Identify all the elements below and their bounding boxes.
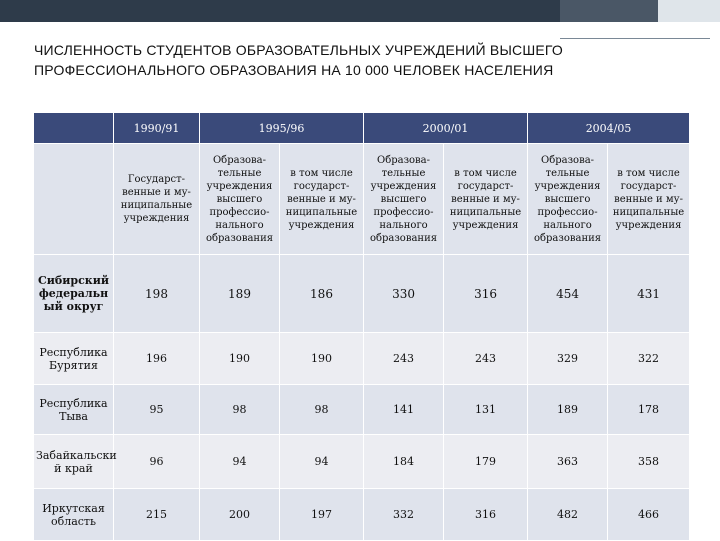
- region-cell: Республика Бурятия: [34, 333, 114, 385]
- region-cell: Сибирский федеральн ый округ: [34, 255, 114, 333]
- subheader: Образова-тельные учреждения высшего профессио-нального образования: [364, 144, 444, 255]
- value-cell: 322: [608, 333, 690, 385]
- value-cell: 94: [200, 435, 280, 489]
- header-corner: [34, 113, 114, 144]
- value-cell: 96: [114, 435, 200, 489]
- subheader: Государст-венные и му-ниципальные учреждения: [114, 144, 200, 255]
- value-cell: 330: [364, 255, 444, 333]
- year-header: 1990/91: [114, 113, 200, 144]
- subheader: Образова-тельные учреждения высшего профессио-нального образования: [200, 144, 280, 255]
- top-bar-accent: [560, 0, 658, 22]
- table-row: [34, 385, 690, 435]
- value-cell: 243: [444, 333, 528, 385]
- subheader-corner: [34, 144, 114, 255]
- value-cell: 190: [280, 333, 364, 385]
- value-cell: 179: [444, 435, 528, 489]
- value-cell: 189: [200, 255, 280, 333]
- year-header-row: [34, 113, 690, 144]
- value-cell: 215: [114, 489, 200, 541]
- value-cell: 243: [364, 333, 444, 385]
- value-cell: 454: [528, 255, 608, 333]
- value-cell: 329: [528, 333, 608, 385]
- value-cell: 186: [280, 255, 364, 333]
- year-header: 2000/01: [364, 113, 528, 144]
- value-cell: 131: [444, 385, 528, 435]
- value-cell: 482: [528, 489, 608, 541]
- subheader: в том числе государст-венные и му-ниципальные учреждения: [608, 144, 690, 255]
- value-cell: 189: [528, 385, 608, 435]
- students-table: [33, 112, 690, 541]
- value-cell: 198: [114, 255, 200, 333]
- top-bar-light-block: [658, 0, 720, 22]
- value-cell: 98: [200, 385, 280, 435]
- value-cell: 94: [280, 435, 364, 489]
- subheader: в том числе государст-венные и му-ниципальные учреждения: [444, 144, 528, 255]
- value-cell: 95: [114, 385, 200, 435]
- value-cell: 141: [364, 385, 444, 435]
- value-cell: 196: [114, 333, 200, 385]
- value-cell: 363: [528, 435, 608, 489]
- table-row: [34, 435, 690, 489]
- subheader: в том числе государст-венные и му-ниципальные учреждения: [280, 144, 364, 255]
- slide-title: ЧИСЛЕННОСТЬ СТУДЕНТОВ ОБРАЗОВАТЕЛЬНЫХ УЧРЕЖДЕНИЙ ВЫСШЕГО ПРОФЕССИОНАЛЬНОГО ОБРАЗОВАНИЯ НА 10 000 ЧЕЛОВЕК НАСЕЛЕНИЯ: [34, 42, 564, 78]
- region-cell: Республика Тыва: [34, 385, 114, 435]
- table-row: [34, 489, 690, 541]
- year-header: 1995/96: [200, 113, 364, 144]
- value-cell: 197: [280, 489, 364, 541]
- decorative-rule: [560, 38, 710, 39]
- value-cell: 190: [200, 333, 280, 385]
- value-cell: 178: [608, 385, 690, 435]
- subheader: Образова-тельные учреждения высшего профессио-нального образования: [528, 144, 608, 255]
- slide-top-bar: [0, 0, 720, 22]
- subheader-row: [34, 144, 690, 255]
- value-cell: 431: [608, 255, 690, 333]
- region-cell: Иркутская область: [34, 489, 114, 541]
- value-cell: 316: [444, 255, 528, 333]
- year-header: 2004/05: [528, 113, 690, 144]
- value-cell: 332: [364, 489, 444, 541]
- region-cell: Забайкальски й край: [34, 435, 114, 489]
- value-cell: 466: [608, 489, 690, 541]
- value-cell: 184: [364, 435, 444, 489]
- value-cell: 358: [608, 435, 690, 489]
- table-row: [34, 255, 690, 333]
- value-cell: 316: [444, 489, 528, 541]
- value-cell: 98: [280, 385, 364, 435]
- value-cell: 200: [200, 489, 280, 541]
- table-row: [34, 333, 690, 385]
